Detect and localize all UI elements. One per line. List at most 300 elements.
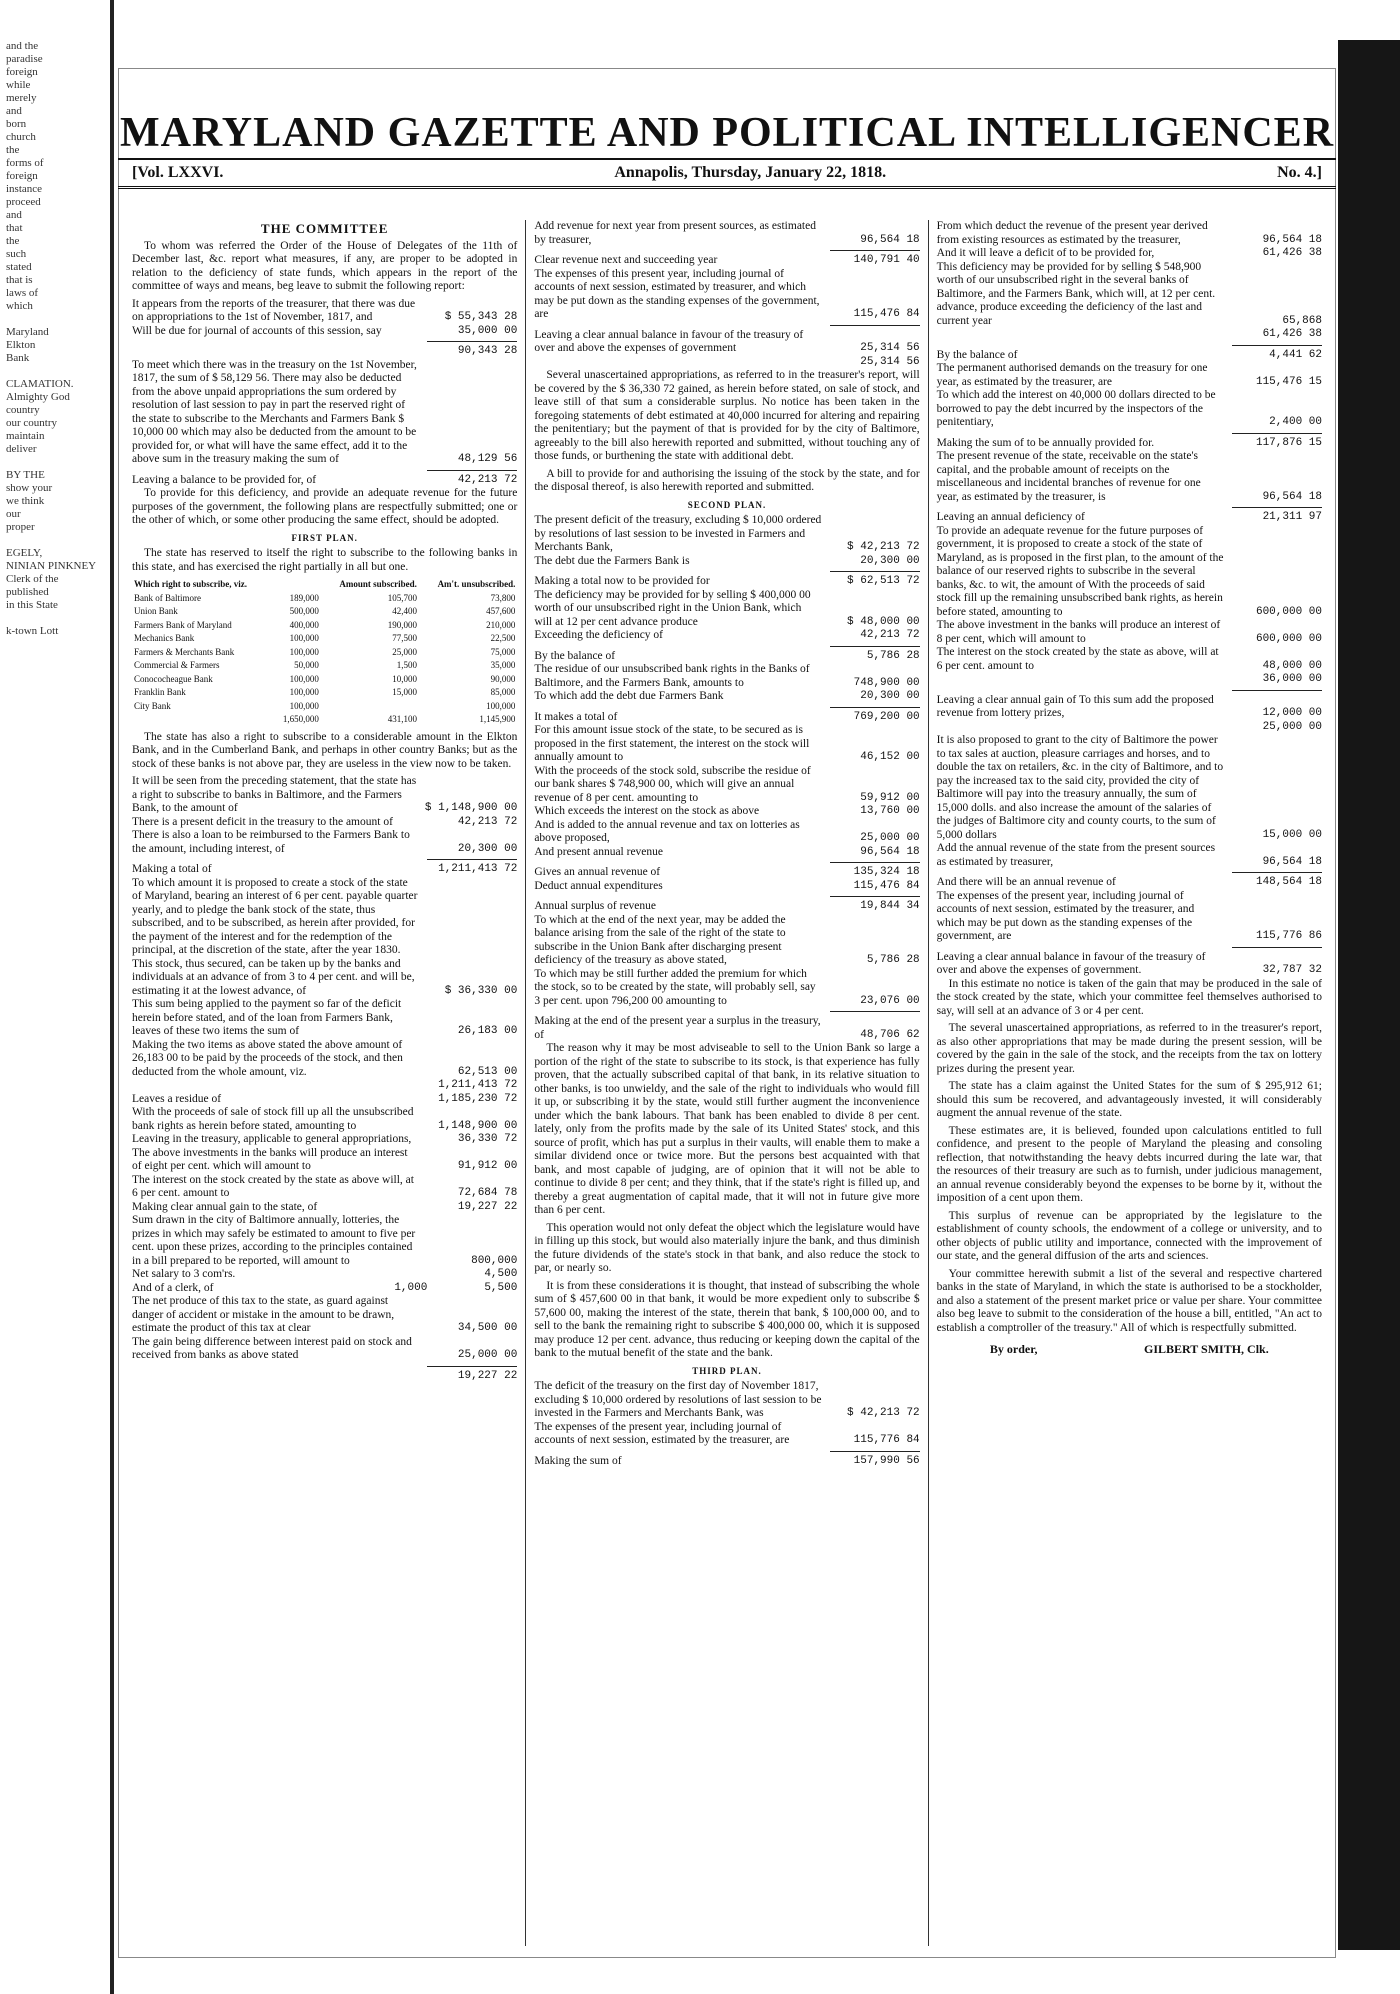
ledger-value: 65,868 — [1282, 314, 1322, 327]
ledger-value: 26,183 00 — [457, 1025, 518, 1037]
ledger-row — [534, 968, 919, 1009]
ledger-row — [534, 629, 919, 643]
adjacent-page-fragment — [0, 0, 114, 1994]
ledger-row — [534, 724, 919, 765]
sum-rule — [830, 571, 920, 572]
ledger-value: 4,500 — [484, 1268, 518, 1280]
table-cell — [132, 713, 273, 727]
ledger-label: Making a total now to be provided for — [534, 575, 710, 587]
table-cell: Farmers Bank of Maryland — [134, 619, 232, 630]
ledger-value: 1,185,230 72 — [438, 1092, 518, 1105]
paragraph: It is from these considerations it is thought, that instead of subscribing the whole sum of $ 457,600 00 in that bank, it would be more expedient only to subscribe $ 57,600 00, making the interest of the state, therein that bank, $ 100,000 00, and to sell to the bank the remaining right to subscribe $ 400,000 00, which it is supposed may produce 12 per cent. advance, thus reducing or keeping down the capital of the bank to the mutual benefit of the state and the bank. — [534, 1279, 920, 1359]
ledger-value: 5,786 28 — [866, 954, 920, 966]
table-row — [132, 700, 517, 714]
ledger-label: To which amount it is proposed to create a stock of the state of Maryland, bearing an interest of 6 per cent. payable quarter yearly, and to pledge the bank stock of the state, thus subscribed, and to be subscribed, as herein after provided, for the payment of the interest and for the redemption of the principal, at the discretion of the state, after the year 1830. This stock, thus secured, can be taken up by the banks and individuals at an advance of from 3 to 4 per cent. and will be, estimating it at the lowest advance, of — [132, 876, 418, 997]
ledger-value: 72,684 78 — [457, 1187, 518, 1199]
ledger-label: The permanent authorised demands on the treasury for one year, as estimated by the treasurer, are — [936, 362, 1208, 388]
ledger-label: Exceeding the deficiency of — [534, 629, 664, 641]
newspaper-page — [118, 68, 1336, 1958]
ledger-row — [937, 721, 1322, 735]
ledger-row — [534, 1455, 919, 1469]
ledger-value: 117,876 15 — [1255, 436, 1322, 449]
ledger-label: Leaving a clear annual balance in favour of the treasury of over and above the expenses of government — [534, 328, 804, 354]
ledger-value: $ 48,000 00 — [847, 615, 920, 628]
ledger-value: 90,343 28 — [457, 345, 518, 357]
ledger-row — [937, 247, 1322, 261]
ledger-value: 140,791 40 — [853, 254, 920, 266]
ledger-row — [534, 914, 919, 968]
ledger-label: Deduct annual expenditures — [534, 879, 663, 892]
ledger-label: Sum drawn in the city of Baltimore annually, lotteries, the prizes in which may safely be estimated to amount to five per cent. upon these prizes, according to the principles contained in a bill prepared to be reported, will amount to — [132, 1214, 416, 1267]
ledger-label: Making at the end of the present year a surplus in the treasury, of — [534, 1015, 821, 1041]
sum-rule — [830, 896, 920, 897]
paragraph: To provide for this deficiency, and provide an adequate revenue for the future purposes of the government, the following plans are respectfully submitted; one or the other of which, or some other producing the same effect, should be adopted. — [132, 487, 518, 526]
sum-rule — [1232, 433, 1322, 434]
ledger-row — [534, 866, 919, 880]
ledger-row — [132, 1039, 517, 1080]
ledger-value: 25,000 00 — [1262, 720, 1322, 733]
ledger-row — [937, 673, 1322, 687]
ledger-value: 115,476 84 — [853, 879, 920, 892]
ledger-row — [937, 511, 1322, 525]
ledger-value: 20,300 00 — [860, 554, 920, 567]
ledger-label: The present deficit of the treasury, excluding $ 10,000 ordered by resolutions of last session to be invested in Farmers and Merchants Bank, — [534, 514, 822, 553]
table-row — [132, 686, 517, 700]
table-cell: Bank of Baltimore — [134, 592, 201, 603]
table-row — [132, 673, 517, 687]
table-cell: Franklin Bank — [134, 687, 186, 697]
ledger-value: $ 36,330 00 — [444, 984, 518, 997]
ledger-value: 13,760 00 — [860, 805, 920, 817]
ledger-label: The expenses of this present year, including journal of accounts of next session, estimated by treasurer, and which may be put down as the standing expenses of the government, are — [534, 267, 820, 320]
ledger-label: To which add the debt due Farmers Bank — [534, 690, 724, 702]
volume-label: [Vol. LXXVI. — [132, 164, 224, 181]
ledger-row — [937, 890, 1322, 944]
sum-rule — [1232, 690, 1322, 691]
ledger-row — [937, 842, 1322, 869]
paragraph: This operation would not only defeat the object which the legislature would have in filling up this stock, but would also materially injure the bank, and thus diminish the future dividends of the state's stock in that bank, and also reduce the stock to par, or nearly so. — [534, 1221, 920, 1274]
ledger-value: 20,300 00 — [457, 842, 518, 855]
sum-rule — [427, 1366, 517, 1367]
table-cell: 210,000 — [486, 619, 516, 630]
table-row — [132, 646, 517, 660]
ledger-row — [534, 268, 919, 322]
ledger-value: 148,564 18 — [1255, 876, 1322, 888]
ledger-value: 96,564 18 — [1262, 490, 1322, 503]
ledger-row — [132, 325, 517, 339]
ledger-value: $ 62,513 72 — [847, 575, 920, 587]
table-cell: 75,000 — [490, 646, 516, 657]
ledger-row — [534, 220, 919, 247]
ledger-label: With the proceeds of the stock sold, subscribe the residue of our bank shares $ 748,900 00, which will give an annual revenue of 8 per cent. amounting to — [534, 764, 811, 804]
ledger-value: 19,227 22 — [457, 1200, 518, 1213]
ledger-label: Add the annual revenue of the state from the present sources as estimated by treasurer, — [936, 842, 1216, 868]
table-cell: 1,145,900 — [479, 714, 516, 724]
table-cell: 25,000 — [392, 646, 417, 657]
ledger-value: 23,076 00 — [860, 994, 920, 1007]
sum-rule — [1232, 507, 1322, 508]
table-cell: 100,000 — [289, 687, 319, 697]
table-cell: 457,600 — [486, 606, 516, 616]
ledger-label: To meet which there was in the treasury on the 1st November, 1817, the sum of $ 58,129 56. There may also be deducted from the above unpaid appropriations the sum ordered by resolution of last session to pay in part the reserved right of the state to subscribe to the Merchants and Farmers Bank $ 10,000 00 which may also be deducted from the amount to be provided for, or what will have the same effect, add it to the above sum in the treasury making the sum of — [132, 358, 417, 465]
ledger-value: $ 55,343 28 — [444, 311, 518, 323]
date-label: Annapolis, Thursday, January 22, 1818. — [614, 164, 887, 181]
ledger-row — [132, 998, 517, 1039]
binding-edge — [1338, 40, 1400, 1950]
table-cell: 1,500 — [396, 660, 417, 670]
table-cell: Farmers & Merchants Bank — [134, 646, 235, 657]
sum-rule — [427, 859, 517, 860]
ledger-label: And of a clerk, of — [132, 1281, 214, 1294]
ledger-value: 748,900 00 — [853, 676, 920, 689]
ledger-value: 1,000 — [394, 1281, 428, 1294]
ledger-row — [937, 261, 1322, 329]
ledger-row — [132, 1336, 517, 1363]
ledger-row — [937, 437, 1322, 451]
table-cell: 77,500 — [392, 633, 417, 643]
ledger-row — [132, 1106, 517, 1133]
paragraph: The state has also a right to subscribe to a considerable amount in the Elkton Bank, and in the Cumberland Bank, and perhaps in other country Banks; but as the stock of these banks is not above par, they are useless in the view now to be taken. — [132, 730, 518, 770]
ledger-row — [132, 775, 517, 816]
table-header: Amount subscribed. — [339, 579, 417, 589]
ledger-row — [534, 765, 919, 806]
ledger-value: 1,211,413 72 — [438, 863, 518, 875]
ledger-label: Clear revenue next and succeeding year — [534, 254, 718, 266]
ledger-label: Leaving a clear annual balance in favour of the treasury of over and above the expenses of government. — [936, 950, 1206, 976]
table-cell: 10,000 — [392, 673, 417, 684]
by-order-label: By order, — [989, 1342, 1038, 1356]
sum-rule — [1232, 947, 1322, 948]
ledger-value: 61,426 38 — [1262, 247, 1322, 259]
table-cell: 42,400 — [392, 606, 417, 616]
paragraph: To whom was referred the Order of the House of Delegates of the 11th of December last, &c. report what measures, if any, are proper to be adopted in relation to the deficiency of state funds, which appears in the report of the committee of ways and means, beg leave to submit the following report: — [132, 239, 518, 292]
ledger-label: To which at the end of the next year, may be added the balance arising from the sale of the right of the state to subscribe in the Union Bank after discharging present deficiency of the treasury as above stated, — [534, 913, 786, 966]
ledger-value: 769,200 00 — [853, 710, 920, 723]
ledger-value: 800,000 — [471, 1254, 518, 1267]
table-cell: 500,000 — [289, 606, 319, 616]
table-row — [132, 659, 517, 673]
ledger-label: And is added to the annual revenue and tax on lotteries as above proposed, — [534, 818, 800, 844]
ledger-value: 25,314 56 — [860, 355, 920, 368]
ledger-row — [937, 525, 1322, 620]
ledger-label: Annual surplus of revenue — [534, 900, 657, 912]
ledger-label: There is also a loan to be reimbursed to the Farmers Bank to the amount, including interest, of — [132, 829, 410, 855]
ledger-value: 48,706 62 — [860, 1028, 920, 1041]
signature-line — [937, 1343, 1322, 1357]
ledger-value: 25,000 00 — [457, 1349, 518, 1361]
sum-rule — [830, 1011, 920, 1012]
ledger-row — [534, 254, 919, 268]
table-cell: 90,000 — [490, 673, 516, 684]
table-cell: 35,000 — [490, 660, 516, 670]
clerk-signature: GILBERT SMITH, Clk. — [1143, 1342, 1269, 1356]
paragraph: This surplus of revenue can be appropriated by the legislature to the establishment of county schools, the endowment of a college or university, and to other objects of public utility and importance, connected with the improvement of our state, and the general diffusion of the arts and sciences. — [936, 1209, 1322, 1262]
ledger-value: 115,776 84 — [853, 1434, 920, 1446]
ledger-value: 115,476 84 — [853, 308, 920, 320]
ledger-value: 46,152 00 — [860, 751, 920, 763]
ledger-value: 1,148,900 00 — [438, 1119, 518, 1132]
ledger-row — [937, 389, 1322, 430]
table-cell: 100,000 — [486, 700, 516, 711]
article-heading: THE COMMITTEE — [260, 221, 389, 236]
ledger-row — [534, 880, 919, 894]
ledger-label: And it will leave a deficit of to be provided for, — [936, 247, 1155, 259]
table-cell: 100,000 — [289, 673, 319, 684]
paragraph: Your committee herewith submit a list of the several and respective chartered banks in the state of Maryland, in which the state is authorised to be a stockholder, and also a statement of the present market price or value per share. Your committee also beg leave to submit to the consideration of the house a bill, entitled, "An act to establish a comptroller of the treasury." All of which is respectfully submitted. — [936, 1267, 1322, 1334]
ledger-value: 32,787 32 — [1262, 964, 1322, 976]
ledger-value: 115,776 86 — [1255, 930, 1322, 942]
ledger-value: 5,786 28 — [866, 649, 920, 662]
ledger-label: Leaving an annual deficiency of — [936, 511, 1085, 523]
ledger-label: The deficit of the treasury on the first day of November 1817, excluding $ 10,000 ordered by resolutions of last session to be invested in the Farmers and Merchants Bank, was — [534, 1380, 822, 1419]
ledger-value: 4,441 62 — [1269, 348, 1322, 361]
ledger-label: Leaving a balance to be provided for, of — [132, 473, 317, 486]
plan-heading: FIRST PLAN. — [291, 532, 358, 543]
ledger-row — [132, 1174, 517, 1201]
adjacent-page-text: and the paradise foreign while merely and born church the forms of foreign instance proceed and that the such stated that is laws of which Maryland Elkton Bank CLAMATION. Almighty God country our country maintain deliver BY THE show your we think our proper EGELY, NINIAN PINKNEY Clerk of the published in this State k-town Lott — [6, 40, 97, 637]
ledger-row — [132, 298, 517, 325]
ledger-value: 35,000 00 — [457, 324, 518, 337]
ledger-value: $ 1,148,900 00 — [424, 802, 518, 814]
plan-heading: THIRD PLAN. — [692, 1365, 762, 1376]
ledger-value: 12,000 00 — [1262, 707, 1322, 719]
ledger-value: 96,564 18 — [1262, 233, 1322, 246]
dateline-bar — [118, 158, 1336, 189]
ledger-label: This deficiency may be provided for by selling $ 548,900 worth of our unsubscribed right in the several banks of Baltimore, and the Farmers Bank, which will, at 12 per cent. advance, produce exceeding the deficiency of the last and current year — [936, 260, 1216, 327]
ledger-value: 15,000 00 — [1262, 828, 1322, 841]
ledger-label: From which deduct the revenue of the present year derived from existing resources as estimated by the treasurer, — [936, 220, 1208, 246]
ledger-row — [534, 555, 919, 569]
ledger-row — [132, 1201, 517, 1215]
ledger-row — [937, 349, 1322, 363]
sum-rule — [830, 707, 920, 708]
table-row — [132, 619, 517, 633]
ledger-label: Leaving a clear annual gain of To this sum add the proposed revenue from lottery prizes, — [936, 693, 1214, 719]
ledger-value: 157,990 56 — [853, 1454, 920, 1467]
ledger-label: The above investment in the banks will produce an interest of 8 per cent, which will amount to — [936, 619, 1221, 645]
sum-rule — [427, 341, 517, 342]
table-cell: 431,100 — [387, 714, 417, 724]
table-cell: Mechanics Bank — [134, 633, 195, 643]
ledger-label: It is also proposed to grant to the city of Baltimore the power to tax sales at auction, pleasure carriages and horses, and to double the tax on retailers, &c. in the city of Baltimore, and to pay the increased tax to the said city, provided the city of Baltimore will pay into the treasury annually, the sum of 15,000 dolls. and also increase the amount of the salaries of the judges of Baltimore city and county courts, to the sum of 5,000 dollars — [936, 734, 1224, 841]
ledger-row — [132, 829, 517, 856]
table-cell: 100,000 — [289, 633, 319, 643]
ledger-row — [534, 356, 919, 370]
ledger-label: By the balance of — [534, 649, 616, 662]
ledger-row — [132, 359, 517, 467]
masthead-title: MARYLAND GAZETTE AND POLITICAL INTELLIGENCER — [119, 110, 1335, 156]
table-cell: 100,000 — [289, 700, 319, 711]
ledger-value: 25,000 00 — [860, 832, 920, 844]
ledger-label: The gain being difference between interest paid on stock and received from banks as above stated — [132, 1335, 412, 1361]
ledger-row — [937, 646, 1322, 673]
table-cell: 15,000 — [392, 687, 417, 697]
table-cell: Union Bank — [134, 606, 178, 616]
table-cell: 190,000 — [387, 619, 417, 630]
ledger-value: 48,000 00 — [1262, 659, 1322, 672]
ledger-row — [937, 951, 1322, 978]
ledger-value: 36,000 00 — [1262, 673, 1322, 685]
ledger-value: 19,227 22 — [457, 1369, 518, 1382]
sum-rule — [1232, 345, 1322, 346]
ledger-label: To which may be still further added the premium for which the stock, so to be created by the state, will probably sell, say 3 per cent. upon 796,200 00 amounting to — [534, 967, 816, 1007]
plan-heading: SECOND PLAN. — [687, 499, 767, 510]
ledger-row — [132, 1268, 517, 1282]
ledger-label: The interest on the stock created by the state as above will, at 6 per cent. amount to — [132, 1173, 414, 1199]
ledger-value: 91,912 00 — [457, 1160, 518, 1172]
table-cell: 85,000 — [490, 687, 516, 697]
ledger-row — [534, 514, 919, 555]
ledger-row — [132, 1214, 517, 1268]
ledger-row — [132, 1295, 517, 1336]
ledger-label: To which add the interest on 40,000 00 dollars directed to be borrowed to pay the debt incurred by the inspectors of the penitentiary, — [936, 389, 1216, 428]
ledger-label: Making the sum of — [534, 1454, 622, 1467]
ledger-label: Making a total of — [132, 863, 212, 875]
ledger-label: And there will be an annual revenue of — [936, 876, 1116, 888]
table-row — [132, 592, 517, 606]
ledger-label: The residue of our unsubscribed bank rights in the Banks of Baltimore, and the Farmers Bank, amounts to — [534, 663, 810, 689]
table-cell: 189,000 — [289, 592, 319, 603]
ledger-label: The present revenue of the state, receivable on the state's capital, and the probable amount of receipts on the miscellaneous and incidental branches of revenue for one year, as estimated by the treasurer, is — [936, 450, 1201, 503]
ledger-label: The debt due the Farmers Bank is — [534, 554, 690, 567]
table-cell: Commercial & Farmers — [134, 660, 220, 670]
ledger-row — [132, 1282, 517, 1296]
column-2 — [526, 220, 928, 1946]
ledger-value: 96,564 18 — [860, 233, 920, 246]
table-cell: 105,700 — [387, 592, 417, 603]
ledger-row — [132, 863, 517, 877]
ledger-value: 48,129 56 — [457, 453, 518, 465]
ledger-row — [937, 734, 1322, 842]
ledger-row — [132, 345, 517, 359]
table-cell — [321, 700, 419, 714]
sum-rule — [427, 470, 517, 471]
ledger-label: Will be due for journal of accounts of this session, say — [132, 324, 382, 337]
ledger-row — [534, 1380, 919, 1421]
bank-subscription-table — [132, 578, 517, 727]
paragraph: The state has a claim against the United States for the sum of $ 295,912 61; should this sum be recovered, and advantageously invested, it will considerably augment the annual revenue of the state. — [936, 1080, 1322, 1119]
ledger-label: To provide an adequate revenue for the future purposes of government, it is proposed to create a stock of the state of Maryland, as is proposed in the first plan, to the amount of the balance of our reserved rights to subscribe in the several banks, &c. to wit, the amount of With the proceeds of said stock fill up the remaining unsubscribed bank rights, as herein before stated, amounting to — [936, 524, 1224, 618]
ledger-value: 62,513 00 — [457, 1065, 518, 1078]
table-cell: City Bank — [134, 700, 171, 711]
ledger-label: By the balance of — [936, 348, 1018, 361]
table-cell: 400,000 — [289, 619, 319, 630]
ledger-row — [132, 877, 517, 999]
sum-rule — [830, 646, 920, 647]
sum-rule — [830, 250, 920, 251]
ledger-row — [534, 575, 919, 589]
ledger-row — [534, 690, 919, 704]
table-cell: 100,000 — [289, 646, 319, 657]
ledger-value: 19,844 34 — [860, 900, 920, 912]
article-columns — [124, 220, 1330, 1946]
ledger-value: 135,324 18 — [853, 866, 920, 878]
ledger-label: It appears from the reports of the treasurer, that there was due on appropriations to the 1st of November, 1817, and — [132, 297, 416, 323]
ledger-row — [534, 805, 919, 819]
ledger-value: 600,000 00 — [1255, 605, 1322, 618]
column-3 — [929, 220, 1330, 1946]
ledger-row — [132, 1147, 517, 1174]
ledger-label: Which exceeds the interest on the stock as above — [534, 805, 760, 817]
table-cell: 73,800 — [490, 592, 516, 603]
ledger-value: 2,400 00 — [1269, 416, 1322, 428]
ledger-row — [937, 876, 1322, 890]
ledger-row — [534, 900, 919, 914]
ledger-row — [132, 1079, 517, 1093]
ledger-label: The deficiency may be provided for by selling $ 400,000 00 worth of our unsubscribed right in the Union Bank, which will at 12 per cent advance produce — [534, 588, 811, 628]
ledger-label: The interest on the stock created by the state as above, will at 6 per cent. amount to — [936, 646, 1219, 672]
paragraph: The reason why it may be most adviseable to sell to the Union Bank so large a portion of the right of the state to subscribe to its stock, is that experience has fully proven, that the actually subscribed capital of that bank, in its relative situation to other banks, is too unwieldy, and the sale of the right to individuals who would fill it up, or subscribing it by the state, would still further augment the inconvenience under which the bank labours. That bank has been enabled to divide 8 per cent. lately, only from the profits made by the sale of its United States' stock, and this source of profit, which has put a surplus in their vaults, will enable them to make a similar dividend once or twice more. But the persons best acquainted with that bank, and most capable of judging, are of opinion that it will not be able to continue to divide 8 per cent; and they think, that if the state's right is filled up, and thereby a great augmentation of capital made, that it will not in future give more than 6 per cent. — [534, 1042, 920, 1216]
ledger-value: 34,500 00 — [457, 1322, 518, 1334]
table-row — [132, 713, 517, 727]
ledger-label: And present annual revenue — [534, 845, 664, 858]
ledger-row — [534, 589, 919, 630]
ledger-row — [534, 1015, 919, 1042]
ledger-row — [132, 1133, 517, 1147]
ledger-label: It makes a total of — [534, 710, 618, 723]
table-cell: 50,000 — [294, 660, 319, 670]
ledger-value: 59,912 00 — [860, 791, 920, 804]
ledger-value: 96,564 18 — [1262, 855, 1322, 868]
ledger-row — [132, 1093, 517, 1107]
ledger-row — [937, 450, 1322, 504]
table-header: Am't. unsubscribed. — [437, 579, 516, 589]
ledger-label: Leaving in the treasury, applicable to general appropriations, — [132, 1133, 412, 1145]
ledger-value: 36,330 72 — [457, 1133, 518, 1145]
ledger-label: It will be seen from the preceding statement, that the state has a right to subscribe to banks in Baltimore, and the Farmers Bank, to the amount of — [132, 775, 417, 814]
table-header-row — [132, 578, 517, 592]
ledger-row — [132, 1370, 517, 1384]
ledger-label: Leaves a residue of — [132, 1092, 222, 1105]
paragraph: In this estimate no notice is taken of the gain that may be produced in the sale of the stock created by the state, which your committee feel themselves authorised to say, will sell at an advance of 3 or 4 per cent. — [936, 977, 1322, 1017]
paragraph: The state has reserved to itself the right to subscribe to the following banks in this state, and has exercised the right partially in all but one. — [132, 547, 518, 573]
ledger-row — [132, 816, 517, 830]
issue-number: No. 4.] — [1277, 164, 1322, 181]
ledger-value: 1,211,413 72 — [438, 1079, 518, 1091]
ledger-value: 600,000 00 — [1255, 632, 1322, 645]
ledger-value: $ 42,213 72 — [847, 1407, 920, 1419]
ledger-label: Making the two items as above stated the above amount of 26,183 00 to be paid by the proceeds of the stock, and then deducted from the whole amount, viz. — [132, 1038, 403, 1078]
paragraph: The several unascertained appropriations, as referred to in the treasurer's report, as also other appropriations that may be made during the present session, will be covered by the gain in the sale of the stock, and the receipts from the tax on lottery prizes during the present year. — [936, 1022, 1322, 1075]
column-1 — [124, 220, 526, 1946]
ledger-row — [937, 362, 1322, 389]
table-cell: Conococheague Bank — [134, 673, 213, 684]
ledger-row — [534, 1421, 919, 1448]
ledger-value: 96,564 18 — [860, 845, 920, 858]
ledger-value: $ 42,213 72 — [847, 541, 920, 553]
sum-rule — [830, 1451, 920, 1452]
ledger-label: Gives an annual revenue of — [534, 866, 661, 878]
ledger-label: For this amount issue stock of the state, to be secured as is proposed in the first statement, the interest on the stock will annually amount to — [534, 724, 810, 763]
paragraph: Several unascertained appropriations, as referred to in the treasurer's report, will be covered by the $ 36,330 72 gained, as herein before stated, on sale of stock, and leave still of that sum a considerable surplus. No notice has been taken in the foregoing statements of debt estimated at 40,000 incurred for altering and repairing the penitentiary; but the payment of that is provided for by the city of Baltimore, agreeably to the bill also herewith reported and submitted, without touching any of those funds, or burthening the state with additional debt. — [534, 369, 920, 462]
ledger-label: With the proceeds of sale of stock fill up all the unsubscribed bank rights as herein before stated, amounting to — [132, 1106, 414, 1132]
ledger-value: 115,476 15 — [1255, 375, 1322, 388]
ledger-label: Net salary to 3 com'rs. — [132, 1268, 236, 1280]
ledger-value: 21,311 97 — [1262, 511, 1322, 523]
ledger-label: There is a present deficit in the treasury to the amount of — [132, 815, 393, 828]
ledger-label: Add revenue for next year from present sources, as estimated by treasurer, — [534, 220, 816, 246]
ledger-value: 42,213 72 — [860, 629, 920, 641]
ledger-label: The net produce of this tax to the state, as guard against danger of accident or mistake in the amount to be drawn, estimate the product of this tax at clear — [132, 1295, 395, 1334]
ledger-row — [534, 846, 919, 860]
ledger-row — [937, 328, 1322, 342]
ledger-label: The expenses of the present year, including journal of accounts of next session, estimated by the treasurer, and which may be put down as the standing expenses of the government, are — [936, 889, 1195, 942]
ledger-row — [132, 474, 517, 488]
ledger-row — [534, 819, 919, 846]
ledger-label: Making clear annual gain to the state, of — [132, 1200, 318, 1213]
ledger-label: Making the sum of to be annually provided for. — [936, 436, 1155, 449]
sum-rule — [830, 325, 920, 326]
